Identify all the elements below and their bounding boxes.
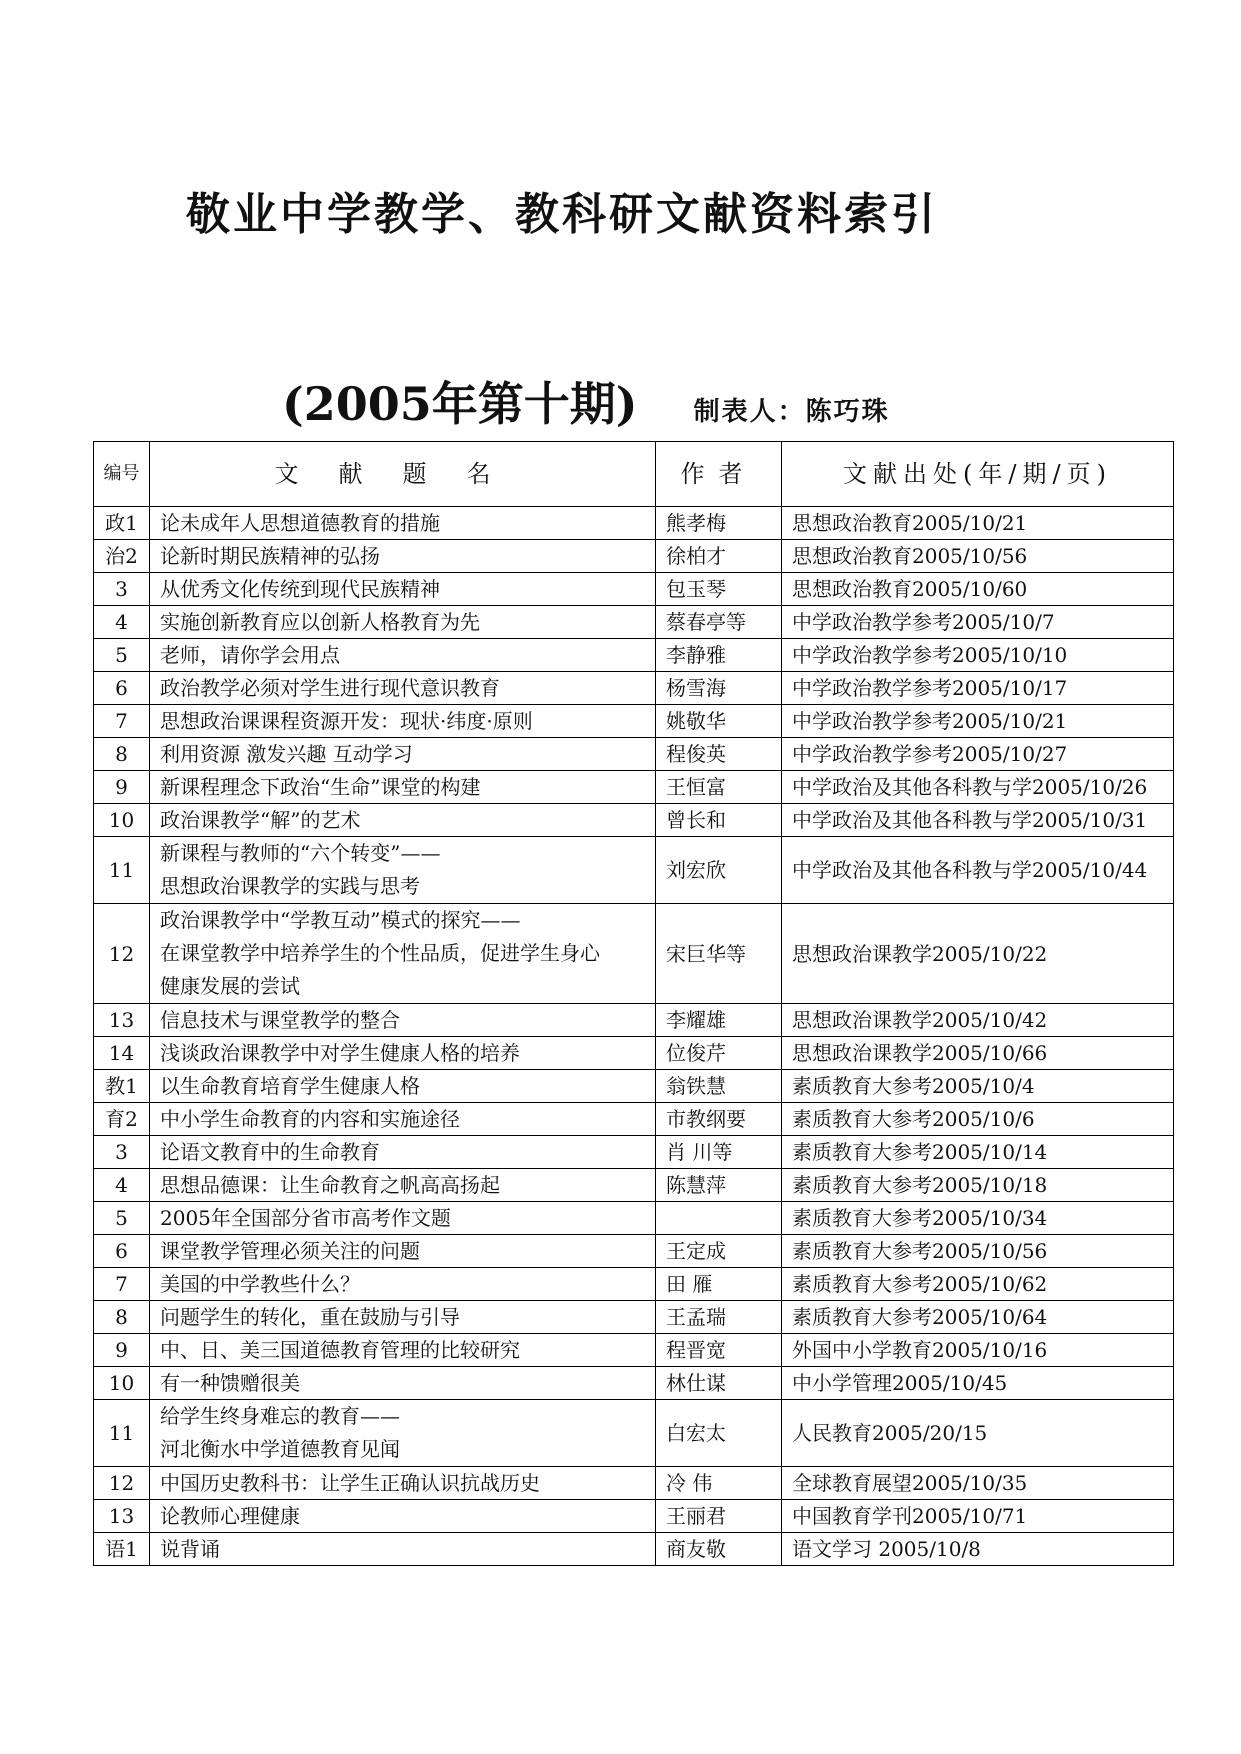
row-title <box>150 705 656 738</box>
row-source: 中学政治教学参考2005/10/7 <box>782 606 1174 639</box>
row-author: 杨雪海 <box>656 672 782 705</box>
row-title-line: 论未成年人思想道德教育的措施 <box>160 511 440 535</box>
row-author: 王恒富 <box>656 771 782 804</box>
row-source: 思想政治教育2005/10/60 <box>782 573 1174 606</box>
row-title-line: 思想政治课教学的实践与思考 <box>160 874 420 898</box>
row-title <box>150 573 656 606</box>
row-source: 思想政治课教学2005/10/22 <box>782 904 1174 1004</box>
row-source: 中学政治及其他各科教与学2005/10/44 <box>782 837 1174 904</box>
header-title: 文献题名 <box>150 442 656 507</box>
row-title-line: 健康发展的尝试 <box>160 974 300 998</box>
table-row <box>94 1533 1174 1566</box>
row-source: 素质教育大参考2005/10/56 <box>782 1235 1174 1268</box>
row-author: 王定成 <box>656 1235 782 1268</box>
table-row <box>94 540 1174 573</box>
row-title-line: 实施创新教育应以创新人格教育为先 <box>160 610 480 634</box>
row-title-line: 老师，请你学会用点 <box>160 643 340 667</box>
row-source: 中小学管理2005/10/45 <box>782 1367 1174 1400</box>
index-table <box>93 441 1174 1566</box>
row-author: 田 雁 <box>656 1268 782 1301</box>
row-author: 徐柏才 <box>656 540 782 573</box>
row-title <box>150 1533 656 1566</box>
row-title <box>150 738 656 771</box>
row-num: 7 <box>94 1268 150 1301</box>
row-title <box>150 771 656 804</box>
row-source: 素质教育大参考2005/10/62 <box>782 1268 1174 1301</box>
table-row <box>94 1169 1174 1202</box>
row-source: 中学政治教学参考2005/10/27 <box>782 738 1174 771</box>
row-num: 6 <box>94 1235 150 1268</box>
row-author: 翁铁慧 <box>656 1070 782 1103</box>
issue-period: (2005年第十期) <box>282 377 638 431</box>
row-num: 12 <box>94 904 150 1004</box>
row-num: 12 <box>94 1467 150 1500</box>
table-row <box>94 1004 1174 1037</box>
row-num: 语1 <box>94 1533 150 1566</box>
row-author: 商友敬 <box>656 1533 782 1566</box>
row-num: 政1 <box>94 507 150 540</box>
row-source: 中学政治及其他各科教与学2005/10/26 <box>782 771 1174 804</box>
table-row <box>94 507 1174 540</box>
table-row <box>94 1202 1174 1235</box>
table-row <box>94 672 1174 705</box>
row-title-line: 新课程与教师的“六个转变”—— <box>160 841 441 865</box>
header-num: 编号 <box>94 442 150 507</box>
row-title-line: 中小学生命教育的内容和实施途径 <box>160 1107 460 1131</box>
row-source: 思想政治课教学2005/10/66 <box>782 1037 1174 1070</box>
row-source: 素质教育大参考2005/10/34 <box>782 1202 1174 1235</box>
row-title-line: 从优秀文化传统到现代民族精神 <box>160 577 440 601</box>
row-author: 位俊芹 <box>656 1037 782 1070</box>
row-title-line: 有一种馈赠很美 <box>160 1371 300 1395</box>
row-title-line: 新课程理念下政治“生命”课堂的构建 <box>160 775 481 799</box>
document-title: 敬业中学教学、教科研文献资料索引 <box>186 189 938 240</box>
row-title-line: 政治课教学“解”的艺术 <box>160 808 361 832</box>
row-author: 冷 伟 <box>656 1467 782 1500</box>
row-num: 7 <box>94 705 150 738</box>
row-title <box>150 540 656 573</box>
table-row <box>94 1500 1174 1533</box>
document-subtitle <box>282 368 890 434</box>
row-num: 11 <box>94 837 150 904</box>
row-source: 人民教育2005/20/15 <box>782 1400 1174 1467</box>
row-num: 8 <box>94 738 150 771</box>
row-source: 中国教育学刊2005/10/71 <box>782 1500 1174 1533</box>
row-title <box>150 672 656 705</box>
row-num: 4 <box>94 1169 150 1202</box>
row-author: 市教纲要 <box>656 1103 782 1136</box>
row-title-line: 中国历史教科书：让学生正确认识抗战历史 <box>160 1471 540 1495</box>
row-author: 王丽君 <box>656 1500 782 1533</box>
row-source: 语文学习 2005/10/8 <box>782 1533 1174 1566</box>
row-author: 曾长和 <box>656 804 782 837</box>
table-header-row <box>94 442 1174 507</box>
row-source: 全球教育展望2005/10/35 <box>782 1467 1174 1500</box>
row-source: 素质教育大参考2005/10/64 <box>782 1301 1174 1334</box>
table-row <box>94 1103 1174 1136</box>
row-title-line: 2005年全国部分省市高考作文题 <box>160 1206 451 1230</box>
table-row <box>94 639 1174 672</box>
row-author: 林仕谋 <box>656 1367 782 1400</box>
row-title-line: 课堂教学管理必须关注的问题 <box>160 1239 420 1263</box>
table-row <box>94 606 1174 639</box>
table-body <box>94 507 1174 1566</box>
row-num: 14 <box>94 1037 150 1070</box>
row-title-line: 政治教学必须对学生进行现代意识教育 <box>160 676 500 700</box>
row-title <box>150 1004 656 1037</box>
row-num: 治2 <box>94 540 150 573</box>
table-maker: 制表人：陈巧珠 <box>693 397 890 427</box>
table-row <box>94 1301 1174 1334</box>
row-source: 中学政治教学参考2005/10/21 <box>782 705 1174 738</box>
table-row <box>94 1037 1174 1070</box>
table-row <box>94 738 1174 771</box>
row-num: 教1 <box>94 1070 150 1103</box>
row-author: 包玉琴 <box>656 573 782 606</box>
row-title-line: 在课堂教学中培养学生的个性品质，促进学生身心 <box>160 941 600 965</box>
row-source: 中学政治及其他各科教与学2005/10/31 <box>782 804 1174 837</box>
table-row <box>94 1070 1174 1103</box>
row-source: 思想政治教育2005/10/21 <box>782 507 1174 540</box>
row-title-line: 浅谈政治课教学中对学生健康人格的培养 <box>160 1041 520 1065</box>
row-title <box>150 606 656 639</box>
row-num: 3 <box>94 1136 150 1169</box>
row-title-line: 问题学生的转化，重在鼓励与引导 <box>160 1305 460 1329</box>
row-title-line: 论新时期民族精神的弘扬 <box>160 544 380 568</box>
row-num: 9 <box>94 1334 150 1367</box>
row-num: 3 <box>94 573 150 606</box>
row-title <box>150 1367 656 1400</box>
row-source: 中学政治教学参考2005/10/17 <box>782 672 1174 705</box>
row-title <box>150 804 656 837</box>
table-row <box>94 1136 1174 1169</box>
table-row <box>94 1268 1174 1301</box>
row-num: 10 <box>94 1367 150 1400</box>
row-title-line: 论教师心理健康 <box>160 1504 300 1528</box>
table-row <box>94 804 1174 837</box>
table-row <box>94 904 1174 1004</box>
table-row <box>94 837 1174 904</box>
row-num: 13 <box>94 1500 150 1533</box>
table-row <box>94 1235 1174 1268</box>
table-row <box>94 1400 1174 1467</box>
table-row <box>94 1467 1174 1500</box>
row-title-line: 政治课教学中“学教互动”模式的探究—— <box>160 908 521 932</box>
row-author: 李静雅 <box>656 639 782 672</box>
row-title-line: 信息技术与课堂教学的整合 <box>160 1008 400 1032</box>
row-author: 熊孝梅 <box>656 507 782 540</box>
row-title-line: 河北衡水中学道德教育见闻 <box>160 1437 400 1461</box>
row-author: 姚敬华 <box>656 705 782 738</box>
header-source: 文献出处(年/期/页) <box>782 442 1174 507</box>
row-source: 思想政治教育2005/10/56 <box>782 540 1174 573</box>
row-num: 13 <box>94 1004 150 1037</box>
row-num: 4 <box>94 606 150 639</box>
row-author: 刘宏欣 <box>656 837 782 904</box>
row-title <box>150 1169 656 1202</box>
row-num: 8 <box>94 1301 150 1334</box>
row-source: 外国中小学教育2005/10/16 <box>782 1334 1174 1367</box>
row-title-line: 思想品德课：让生命教育之帆高高扬起 <box>160 1173 500 1197</box>
row-title <box>150 1103 656 1136</box>
row-title <box>150 1235 656 1268</box>
header-author: 作者 <box>656 442 782 507</box>
row-source: 素质教育大参考2005/10/18 <box>782 1169 1174 1202</box>
row-author <box>656 1202 782 1235</box>
row-num: 10 <box>94 804 150 837</box>
row-title <box>150 639 656 672</box>
row-title-line: 论语文教育中的生命教育 <box>160 1140 380 1164</box>
row-source: 素质教育大参考2005/10/6 <box>782 1103 1174 1136</box>
row-source: 中学政治教学参考2005/10/10 <box>782 639 1174 672</box>
row-source: 思想政治课教学2005/10/42 <box>782 1004 1174 1037</box>
row-author: 李耀雄 <box>656 1004 782 1037</box>
row-source: 素质教育大参考2005/10/14 <box>782 1136 1174 1169</box>
row-title-line: 思想政治课课程资源开发：现状·纬度·原则 <box>160 709 533 733</box>
row-title <box>150 1268 656 1301</box>
row-title <box>150 837 656 904</box>
row-author: 蔡春亭等 <box>656 606 782 639</box>
row-title <box>150 1467 656 1500</box>
row-num: 5 <box>94 1202 150 1235</box>
row-author: 程俊英 <box>656 738 782 771</box>
row-title <box>150 507 656 540</box>
row-title <box>150 1334 656 1367</box>
row-title <box>150 1301 656 1334</box>
row-title-line: 美国的中学教些什么？ <box>160 1272 360 1296</box>
row-title-line: 以生命教育培育学生健康人格 <box>160 1074 420 1098</box>
row-num: 育2 <box>94 1103 150 1136</box>
row-author: 白宏太 <box>656 1400 782 1467</box>
table-row <box>94 573 1174 606</box>
row-author: 肖 川等 <box>656 1136 782 1169</box>
row-title-line: 利用资源 激发兴趣 互动学习 <box>160 742 413 766</box>
row-author: 程晋宽 <box>656 1334 782 1367</box>
row-num: 5 <box>94 639 150 672</box>
row-author: 王孟瑞 <box>656 1301 782 1334</box>
table-row <box>94 771 1174 804</box>
row-title <box>150 1037 656 1070</box>
row-title <box>150 1136 656 1169</box>
row-title <box>150 1202 656 1235</box>
row-title <box>150 904 656 1004</box>
row-num: 9 <box>94 771 150 804</box>
row-source: 素质教育大参考2005/10/4 <box>782 1070 1174 1103</box>
table-row <box>94 705 1174 738</box>
row-author: 宋巨华等 <box>656 904 782 1004</box>
row-title-line: 中、日、美三国道德教育管理的比较研究 <box>160 1338 520 1362</box>
row-title <box>150 1500 656 1533</box>
row-author: 陈慧萍 <box>656 1169 782 1202</box>
row-title <box>150 1070 656 1103</box>
row-title-line: 给学生终身难忘的教育—— <box>160 1404 400 1428</box>
table-row <box>94 1334 1174 1367</box>
table-row <box>94 1367 1174 1400</box>
row-num: 6 <box>94 672 150 705</box>
row-title <box>150 1400 656 1467</box>
row-title-line: 说背诵 <box>160 1537 220 1561</box>
row-num: 11 <box>94 1400 150 1467</box>
